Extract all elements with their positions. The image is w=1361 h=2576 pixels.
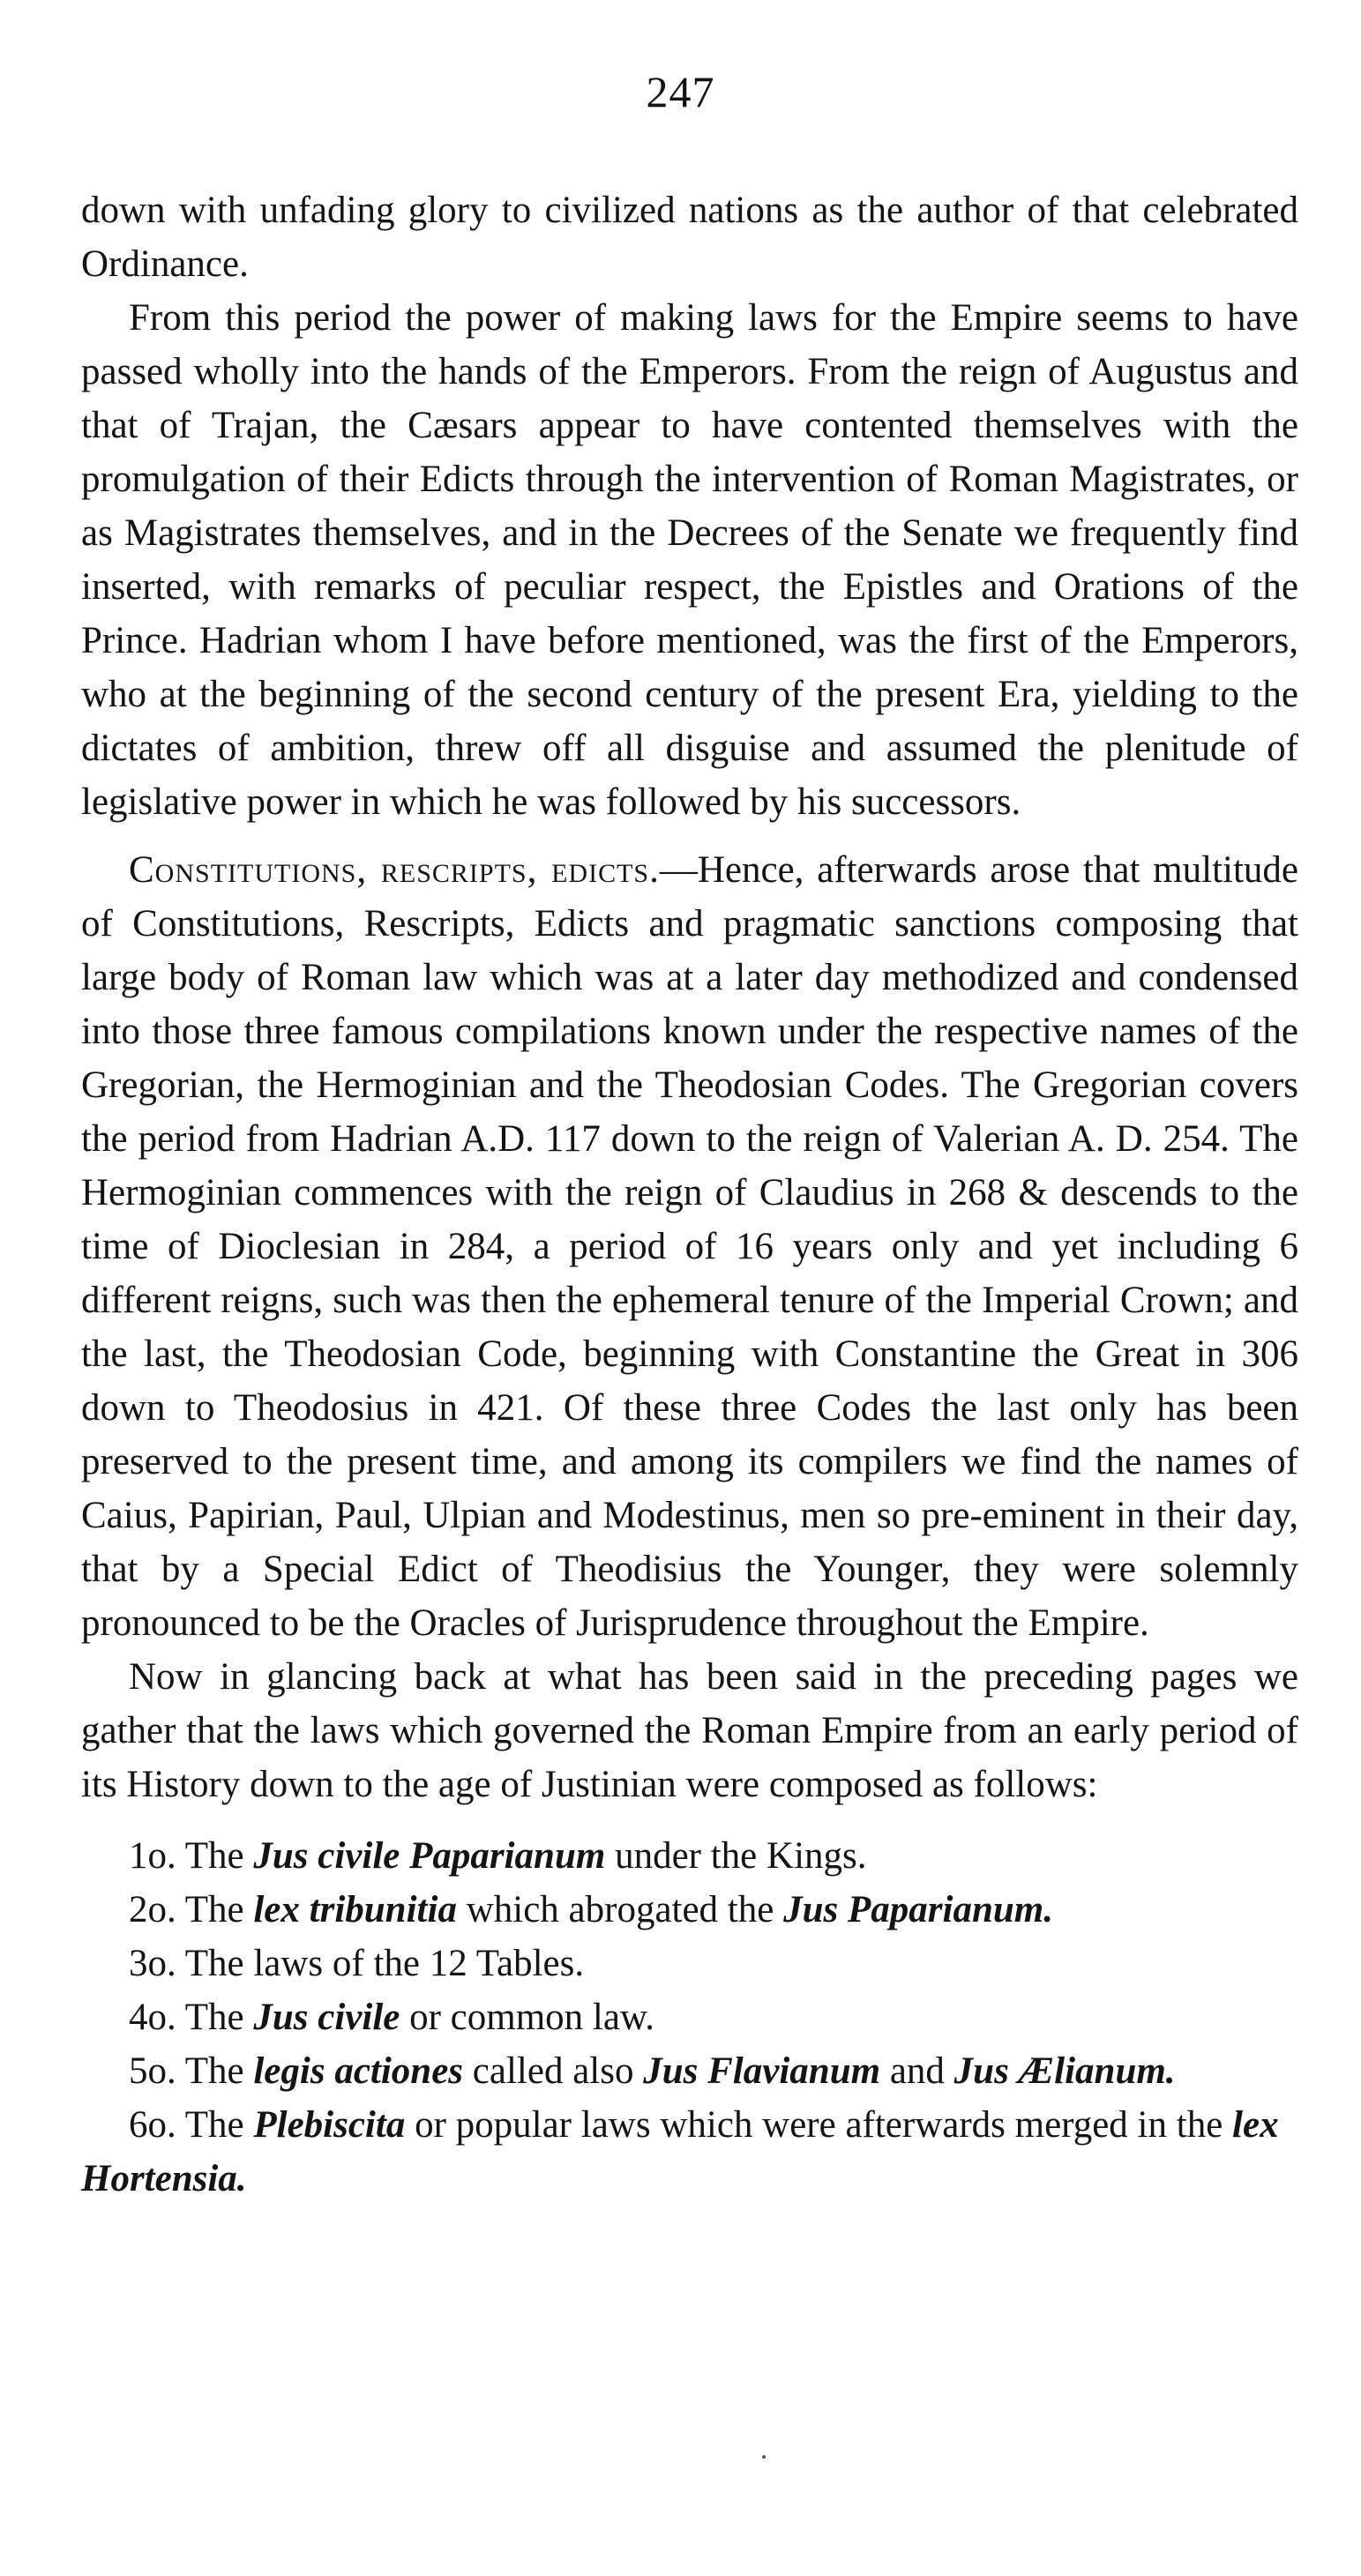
section-heading: Constitutions, rescripts, edicts. xyxy=(129,849,660,891)
ink-speck xyxy=(762,2455,766,2459)
list-item: 1o. The Jus civile Paparianum under the Kings. xyxy=(129,1835,867,1877)
paragraph-1: down with unfading glory to civilized nations as the author of that celebrated Ordinance. xyxy=(81,190,1298,285)
law-list xyxy=(81,1829,1298,2206)
list-item: 4o. The Jus civile or common law. xyxy=(129,1997,654,2038)
page-number: 247 xyxy=(646,67,715,116)
list-item: 5o. The legis actiones called also Jus Flavianum and Jus Ælianum. xyxy=(129,2050,1176,2092)
paragraph-4: Now in glancing back at what has been said in the preceding pages we gather that the laws which governed the Roman Empire from an early period of its History down to the age of Justinian were composed as follows: xyxy=(81,1656,1298,1805)
paragraph-2: From this period the power of making laws for the Empire seems to have passed wholly into the hands of the Emperors. From the reign of Augustus and that of Trajan, the Cæsars appear to have contented themselves with the promulgation of their Edicts through the intervention of Roman Magistrates, or as Magistrates themselves, and in the Decrees of the Senate we frequently find inserted, with remarks of peculiar respect, the Epistles and Orations of the Prince. Hadrian whom I have before mentioned, was the first of the Emperors, who at the beginning of the second century of the present Era, yielding to the dictates of ambition, threw off all disguise and assumed the plenitude of legislative power in which he was followed by his successors. xyxy=(81,297,1298,823)
page-body xyxy=(81,183,1298,2206)
paragraph-3-text: —Hence, afterwards arose that multitude of Constitutions, Rescripts, Edicts and pragmatic sanctions composing that large body of Roman law which was at a later day methodized and condensed into those three famous compilations known under the respective names of the Gregorian, the Hermoginian and the Theodosian Codes. The Gregorian covers the period from Hadrian A.D. 117 down to the reign of Valerian A. D. 254. The Hermoginian commences with the reign of Claudius in 268 & descends to the time of Dioclesian in 284, a period of 16 years only and yet including 6 different reigns, such was then the ephemeral tenure of the Imperial Crown; and the last, the Theodosian Code, beginning with Constantine the Great in 306 down to Theodosius in 421. Of these three Codes the last only has been preserved to the present time, and among its compilers we find the names of Caius, Papirian, Paul, Ulpian and Modestinus, men so pre-eminent in their day, that by a Special Edict of Theodisius the Younger, they were solemnly pronounced to be the Oracles of Jurisprudence throughout the Empire. xyxy=(81,849,1298,1644)
paragraph-3 xyxy=(81,843,1298,1650)
list-item: 2o. The lex tribunitia which abrogated the Jus Paparianum. xyxy=(129,1889,1053,1930)
list-item: 3o. The laws of the 12 Tables. xyxy=(129,1943,585,1984)
list-item: 6o. The Plebiscita or popular laws which were afterwards merged in the lex Hortensia. xyxy=(81,2104,1279,2199)
